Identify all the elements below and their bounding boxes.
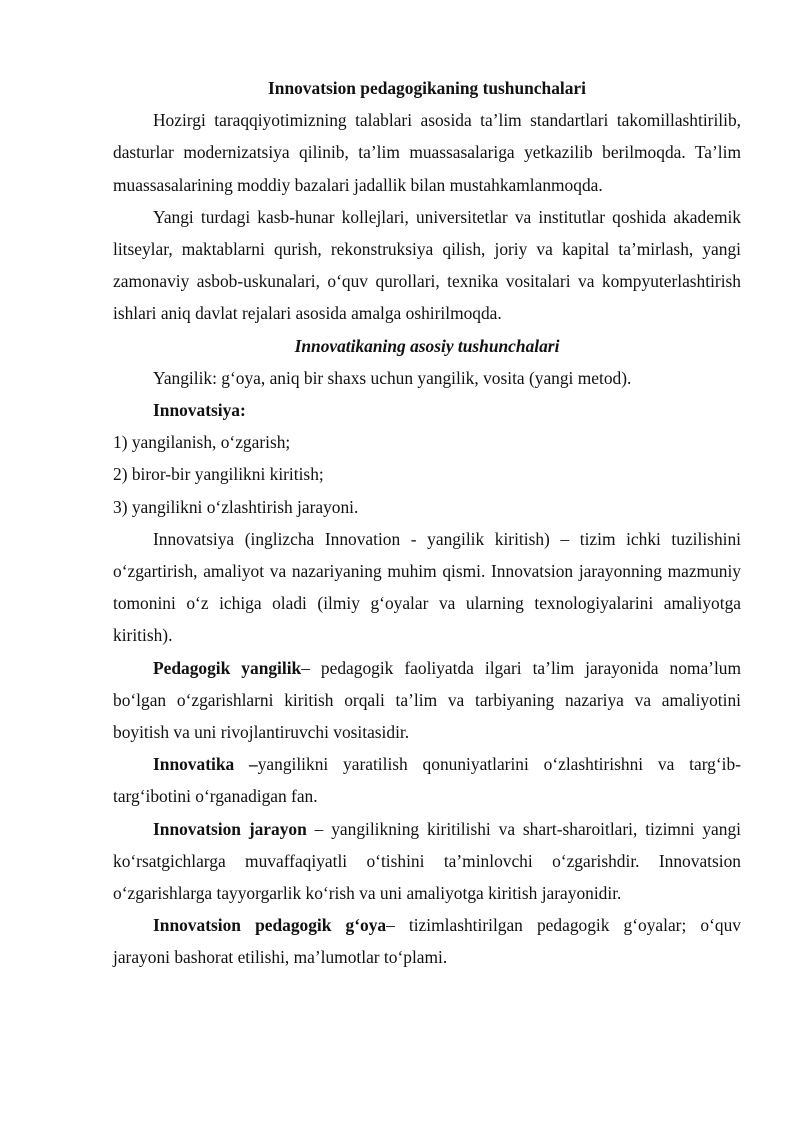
- definition-text: – pedagogik faoliyatda ilgari ta’lim jarayonida noma’lum bo‘lgan o‘zgarishlarni kiritish orqali ta’lim va tarbiyaning nazariya va amaliyotini boyitish va uni rivojlantiruvchi vositasidir.: [113, 657, 742, 743]
- yangilik-definition: Yangilik: g‘oya, aniq bir shaxs uchun yangilik, vosita (yangi metod).: [153, 367, 632, 388]
- definition-paragraph: [113, 909, 741, 973]
- definition-text: yangilikni yaratilish qonuniyatlarini o‘zlashtirishni va targ‘ib-targ‘ibotini o‘rganadigan fan.: [113, 754, 741, 807]
- definition-term: Innovatika –: [153, 754, 258, 775]
- list-item: 1) yangilanish, o‘zgarish;: [113, 432, 291, 453]
- definition-paragraph: [113, 813, 741, 910]
- document-title: Innovatsion pedagogikaning tushunchalari: [268, 78, 586, 98]
- definition-text: – yangilikning kiritilishi va shart-sharoitlari, tizimni yangi ko‘rsatgichlarga muvaffaqiyatli o‘tishini ta’minlovchi o‘zgarishdir. Innovatsion o‘zgarishlarga tayyorgarlik ko‘rish va uni amaliyotga kiritish jarayonidir.: [113, 818, 741, 904]
- list-item: 3) yangilikni o‘zlashtirish jarayoni.: [113, 496, 359, 517]
- body-paragraph: Hozirgi taraqqiyotimizning talablari asosida ta’lim standartlari takomillashtirilib, dasturlar modernizatsiya qilinib, ta’lim muassasalariga yetkazilib berilmoqda. Ta’lim muassasalarining moddiy bazalari jadallik bilan mustahkamlanmoqda.: [113, 110, 741, 195]
- definition-paragraph: [113, 748, 741, 812]
- definition-term: Pedagogik yangilik: [153, 657, 302, 678]
- definition-term: Innovatsion pedagogik g‘oya: [153, 915, 387, 936]
- document-page: [113, 72, 741, 974]
- list-item: 2) biror-bir yangilikni kiritish;: [113, 464, 324, 485]
- body-paragraph: Yangi turdagi kasb-hunar kollejlari, universitetlar va institutlar qoshida akademik litseylar, maktablarni qurish, rekonstruksiya qilish, joriy va kapital ta’mirlash, yangi zamonaviy asbob-uskunalari, o‘quv qurollari, texnika vositalari va kompyuterlashtirish ishlari aniq davlat rejalari asosida amalga oshirilmoqda.: [113, 206, 741, 324]
- definition-text: – tizimlashtirilgan pedagogik g‘oyalar; o‘quv jarayoni bashorat etilishi, ma’lumotlar to‘plami.: [113, 915, 741, 968]
- definition-term: Innovatsion jarayon: [153, 818, 307, 839]
- section-subtitle: Innovatikaning asosiy tushunchalari: [294, 335, 560, 356]
- innovatsiya-definition: Innovatsiya (inglizcha Innovation - yangilik kiritish) – tizim ichki tuzilishini o‘zgartirish, amaliyot va nazariyaning muhim qismi. Innovatsion jarayonning mazmuniy tomonini o‘z ichiga oladi (ilmiy g‘oyalar va ularning texnologiyalarini amaliyotga kiritish).: [113, 528, 741, 646]
- innovatsiya-heading: Innovatsiya:: [153, 400, 246, 421]
- definition-paragraph: [113, 652, 741, 749]
